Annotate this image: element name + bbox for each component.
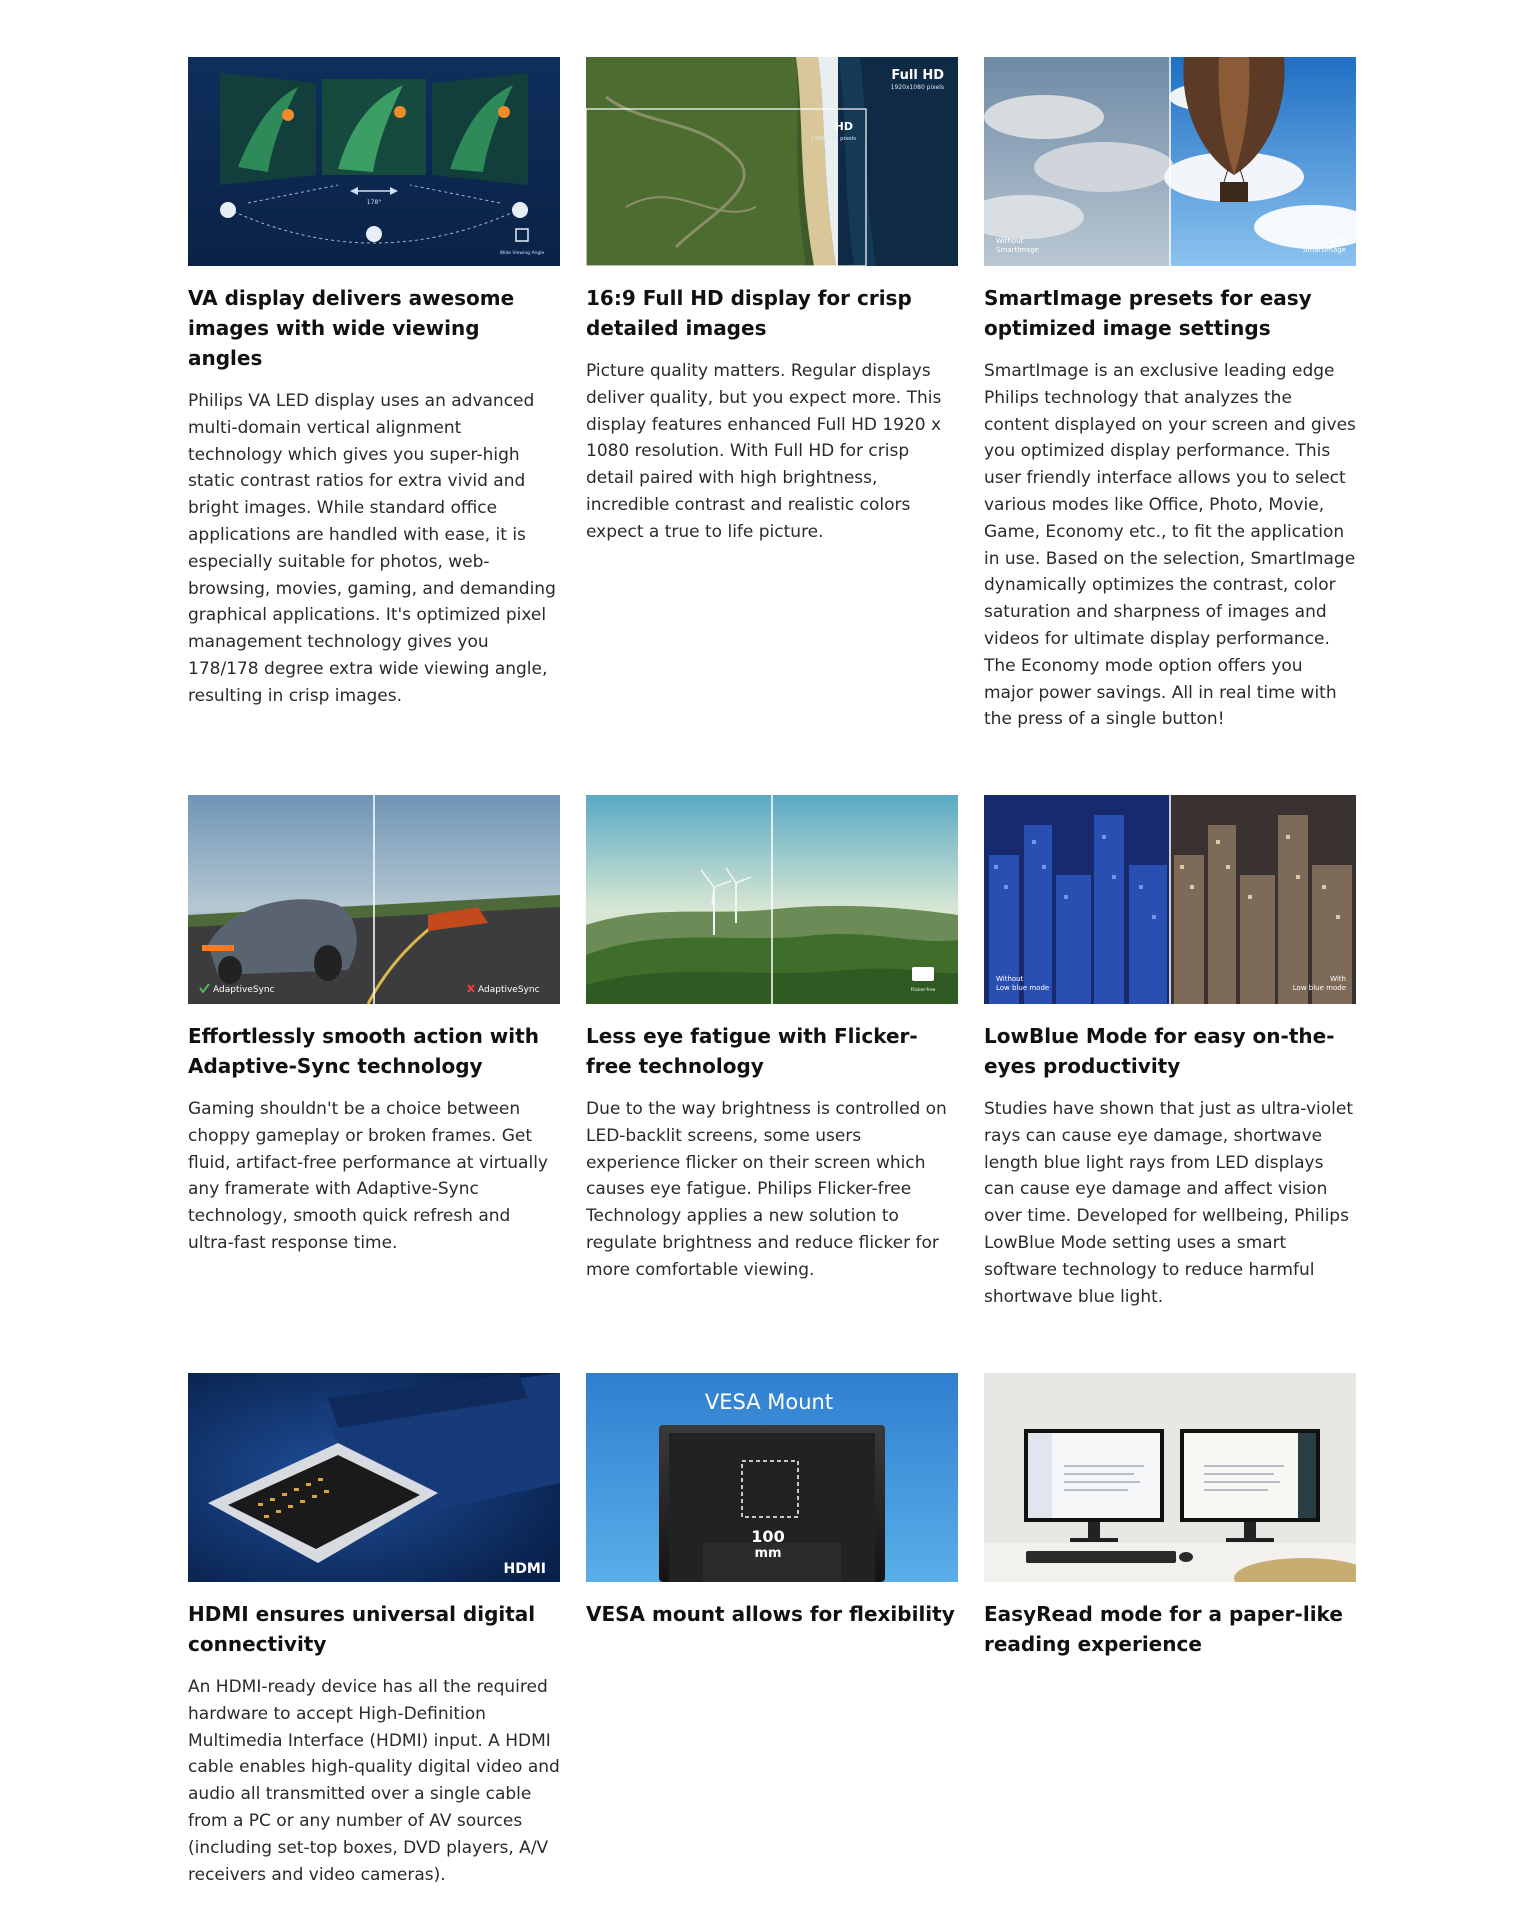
feature-card-smartimage [984,57,1356,795]
feature-title: EasyRead mode for a paper-like reading experience [984,1602,1343,1656]
vesa-size-unit: mm [754,1546,782,1561]
with-low-blue-label-sub: Low blue mode [1292,984,1346,992]
feature-title: 16:9 Full HD display for crisp detailed images [586,286,912,340]
full-hd-pixels: 1920x1080 pixels [890,84,944,91]
adaptive-sync-off-label: AdaptiveSync [478,985,540,995]
feature-title: Effortlessly smooth action with Adaptive-Sync technology [188,1024,539,1078]
with-label-sub: SmartImage [1302,246,1346,254]
without-low-blue-label-sub: Low blue mode [996,984,1050,992]
with-low-blue-label: With [1330,975,1346,983]
feature-description: SmartImage is an exclusive leading edge Philips technology that analyzes the content displayed on your screen and gives you optimized display performance. This user friendly interface allows you to select various modes like Office, Photo, Movie, Game, Economy etc., to fit the application in use. Based on the selection, SmartImage dynamically optimizes the contrast, color saturation and sharpness of images and videos for ultimate display performance. The Economy mode option offers you major power savings. All in real time with the press of a single button! [984,361,1356,730]
feature-description: Studies have shown that just as ultra-violet rays can cause eye damage, shortwave length blue light rays from LED displays can cause eye damage and affect vision over time. Developed for wellbeing, Philips LowBlue Mode setting uses a smart software technology to reduce harmful shortwave blue light. [984,1099,1354,1307]
full-hd-image [586,57,958,266]
feature-title: HDMI ensures universal digital connectivity [188,1602,536,1656]
feature-card-va-display [188,57,560,795]
without-low-blue-label: Without [996,975,1024,983]
with-label: With [1330,237,1346,245]
adaptive-sync-on-label: AdaptiveSync [213,985,275,995]
va-image-caption: Wide Viewing Angle [499,251,545,256]
feature-card-adaptive-sync [188,795,560,1373]
flicker-free-image [586,795,958,1004]
vesa-size-value: 100 [751,1527,785,1546]
feature-description: Due to the way brightness is controlled on LED-backlit screens, some users experience flicker on their screen which causes eye fatigue. Philips Flicker-free Technology applies a new solution to regulate brightness and reduce flicker for more comfortable viewing. [586,1099,947,1280]
hd-pixels: 1366x768 pixels [810,136,856,142]
vesa-heading: VESA Mount [704,1390,834,1414]
hd-label: HD [834,120,853,133]
feature-description: Philips VA LED display uses an advanced multi-domain vertical alignment technology which gives you super-high static contrast ratios for extra vivid and bright images. While standard office applications are handled with ease, it is especially suitable for photos, web-browsing, movies, gaming, and demanding graphical applications. It's optimized pixel management technology gives you 178/178 degree extra wide viewing angle, resulting in crisp images. [188,391,556,706]
feature-grid [188,57,1356,1888]
va-angle-label: 178° [366,199,382,206]
feature-card-flicker-free [586,795,958,1373]
adaptive-sync-image [188,795,560,1004]
feature-title: LowBlue Mode for easy on-the-eyes productivity [984,1024,1335,1078]
feature-title: VESA mount allows for flexibility [586,1602,955,1626]
feature-title: Less eye fatigue with Flicker-free technology [586,1024,918,1078]
full-hd-label: Full HD [891,68,944,83]
feature-description: An HDMI-ready device has all the required hardware to accept High-Definition Multimedia Interface (HDMI) input. A HDMI cable enables high-quality digital video and audio all transmitted over a single cable from a PC or any number of AV sources (including set-top boxes, DVD players, A/V receivers and video cameras). [188,1677,560,1885]
feature-title: SmartImage presets for easy optimized image settings [984,286,1312,340]
hdmi-image [188,1373,560,1582]
feature-card-lowblue [984,795,1356,1373]
without-label-sub: SmartImage [996,246,1040,254]
smartimage-image [984,57,1356,266]
va-display-image [188,57,560,266]
lowblue-image [984,795,1356,1004]
vesa-image [586,1373,958,1582]
easyread-image [984,1373,1356,1582]
flicker-free-badge-label: Flicker-free [910,988,936,993]
feature-card-hdmi [188,1373,560,1888]
feature-card-vesa [586,1373,958,1888]
feature-card-full-hd [586,57,958,795]
hdmi-badge-label: HDMI [503,1561,546,1577]
feature-title: VA display delivers awesome images with wide viewing angles [188,286,515,370]
feature-card-easyread [984,1373,1356,1888]
feature-description: Picture quality matters. Regular displays deliver quality, but you expect more. This display features enhanced Full HD 1920 x 1080 resolution. With Full HD for crisp detail paired with high brightness, incredible contrast and realistic colors expect a true to life picture. [586,361,942,542]
feature-description: Gaming shouldn't be a choice between choppy gameplay or broken frames. Get fluid, artifact-free performance at virtually any framerate with Adaptive-Sync technology, smooth quick refresh and ultra-fast response time. [188,1099,548,1253]
without-label: Without [996,237,1024,245]
